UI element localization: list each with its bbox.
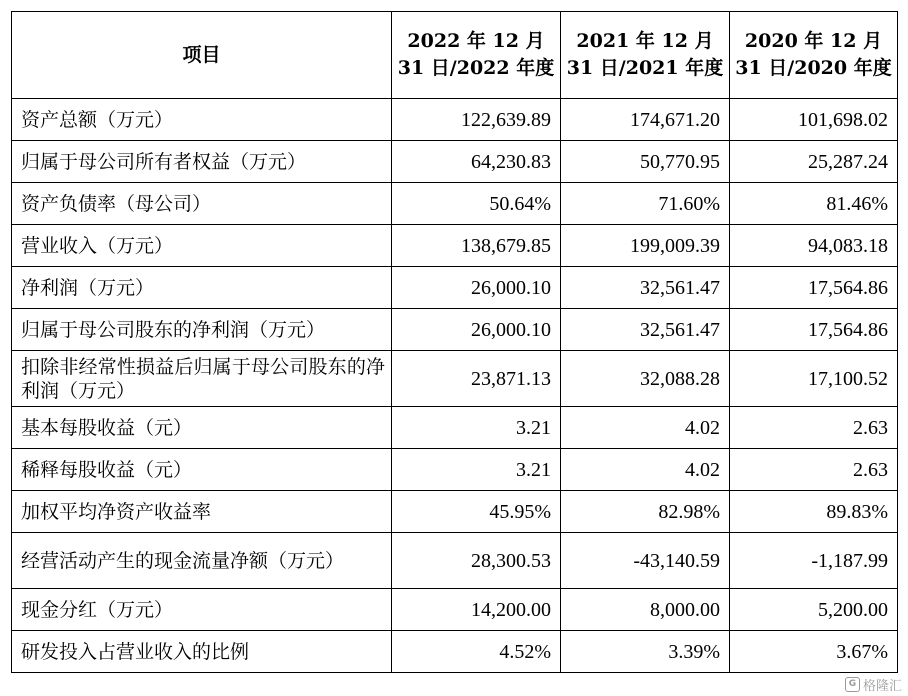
row-label: 归属于母公司所有者权益（万元） <box>12 141 392 183</box>
cell-2020: 2.63 <box>730 449 898 491</box>
cell-2021: 32,561.47 <box>561 267 730 309</box>
gelonghui-logo-icon: G <box>845 677 860 692</box>
cell-2021: 8,000.00 <box>561 589 730 631</box>
cell-2022: 50.64% <box>392 183 561 225</box>
cell-2020: -1,187.99 <box>730 533 898 589</box>
table-row <box>12 491 898 533</box>
cell-2022: 26,000.10 <box>392 267 561 309</box>
table-row <box>12 309 898 351</box>
cell-2022: 45.95% <box>392 491 561 533</box>
table-row <box>12 141 898 183</box>
cell-2022: 3.21 <box>392 407 561 449</box>
table-row <box>12 533 898 589</box>
cell-2020: 101,698.02 <box>730 99 898 141</box>
cell-2021: 3.39% <box>561 631 730 673</box>
cell-2020: 89.83% <box>730 491 898 533</box>
header-2022 <box>392 12 561 99</box>
cell-2021: -43,140.59 <box>561 533 730 589</box>
row-label: 经营活动产生的现金流量净额（万元） <box>12 533 392 589</box>
row-label: 资产总额（万元） <box>12 99 392 141</box>
financial-summary-table <box>11 11 898 673</box>
row-label: 营业收入（万元） <box>12 225 392 267</box>
cell-2020: 25,287.24 <box>730 141 898 183</box>
cell-2020: 5,200.00 <box>730 589 898 631</box>
header-2020-text: 2020 年 12 月 31 日/2020 年度 <box>735 30 892 79</box>
row-label: 现金分红（万元） <box>12 589 392 631</box>
header-2021 <box>561 12 730 99</box>
row-label: 扣除非经常性损益后归属于母公司股东的净利润（万元） <box>12 351 392 407</box>
cell-2020: 17,564.86 <box>730 267 898 309</box>
table-header-row <box>12 12 898 99</box>
table-row <box>12 589 898 631</box>
table-row <box>12 99 898 141</box>
header-item: 项目 <box>12 12 392 99</box>
cell-2020: 17,564.86 <box>730 309 898 351</box>
row-label: 加权平均净资产收益率 <box>12 491 392 533</box>
cell-2022: 64,230.83 <box>392 141 561 183</box>
row-label: 基本每股收益（元） <box>12 407 392 449</box>
row-label: 归属于母公司股东的净利润（万元） <box>12 309 392 351</box>
table-row <box>12 449 898 491</box>
row-label: 研发投入占营业收入的比例 <box>12 631 392 673</box>
watermark-text: 格隆汇 <box>862 679 902 694</box>
table-row <box>12 631 898 673</box>
cell-2022: 26,000.10 <box>392 309 561 351</box>
cell-2021: 4.02 <box>561 449 730 491</box>
cell-2020: 17,100.52 <box>730 351 898 407</box>
row-label: 净利润（万元） <box>12 267 392 309</box>
cell-2022: 3.21 <box>392 449 561 491</box>
table-row <box>12 267 898 309</box>
watermark <box>845 675 902 694</box>
cell-2021: 32,088.28 <box>561 351 730 407</box>
row-label: 稀释每股收益（元） <box>12 449 392 491</box>
table-row <box>12 225 898 267</box>
row-label: 资产负债率（母公司） <box>12 183 392 225</box>
cell-2021: 4.02 <box>561 407 730 449</box>
cell-2021: 174,671.20 <box>561 99 730 141</box>
table-row <box>12 183 898 225</box>
cell-2021: 199,009.39 <box>561 225 730 267</box>
cell-2022: 23,871.13 <box>392 351 561 407</box>
cell-2021: 32,561.47 <box>561 309 730 351</box>
header-2022-text: 2022 年 12 月 31 日/2022 年度 <box>397 30 555 79</box>
cell-2021: 71.60% <box>561 183 730 225</box>
cell-2022: 122,639.89 <box>392 99 561 141</box>
cell-2020: 81.46% <box>730 183 898 225</box>
cell-2020: 94,083.18 <box>730 225 898 267</box>
cell-2021: 82.98% <box>561 491 730 533</box>
cell-2020: 2.63 <box>730 407 898 449</box>
cell-2021: 50,770.95 <box>561 141 730 183</box>
cell-2020: 3.67% <box>730 631 898 673</box>
header-2020 <box>730 12 898 99</box>
cell-2022: 28,300.53 <box>392 533 561 589</box>
table-row <box>12 407 898 449</box>
header-2021-text: 2021 年 12 月 31 日/2021 年度 <box>566 30 724 79</box>
cell-2022: 4.52% <box>392 631 561 673</box>
cell-2022: 14,200.00 <box>392 589 561 631</box>
table-row <box>12 351 898 407</box>
cell-2022: 138,679.85 <box>392 225 561 267</box>
